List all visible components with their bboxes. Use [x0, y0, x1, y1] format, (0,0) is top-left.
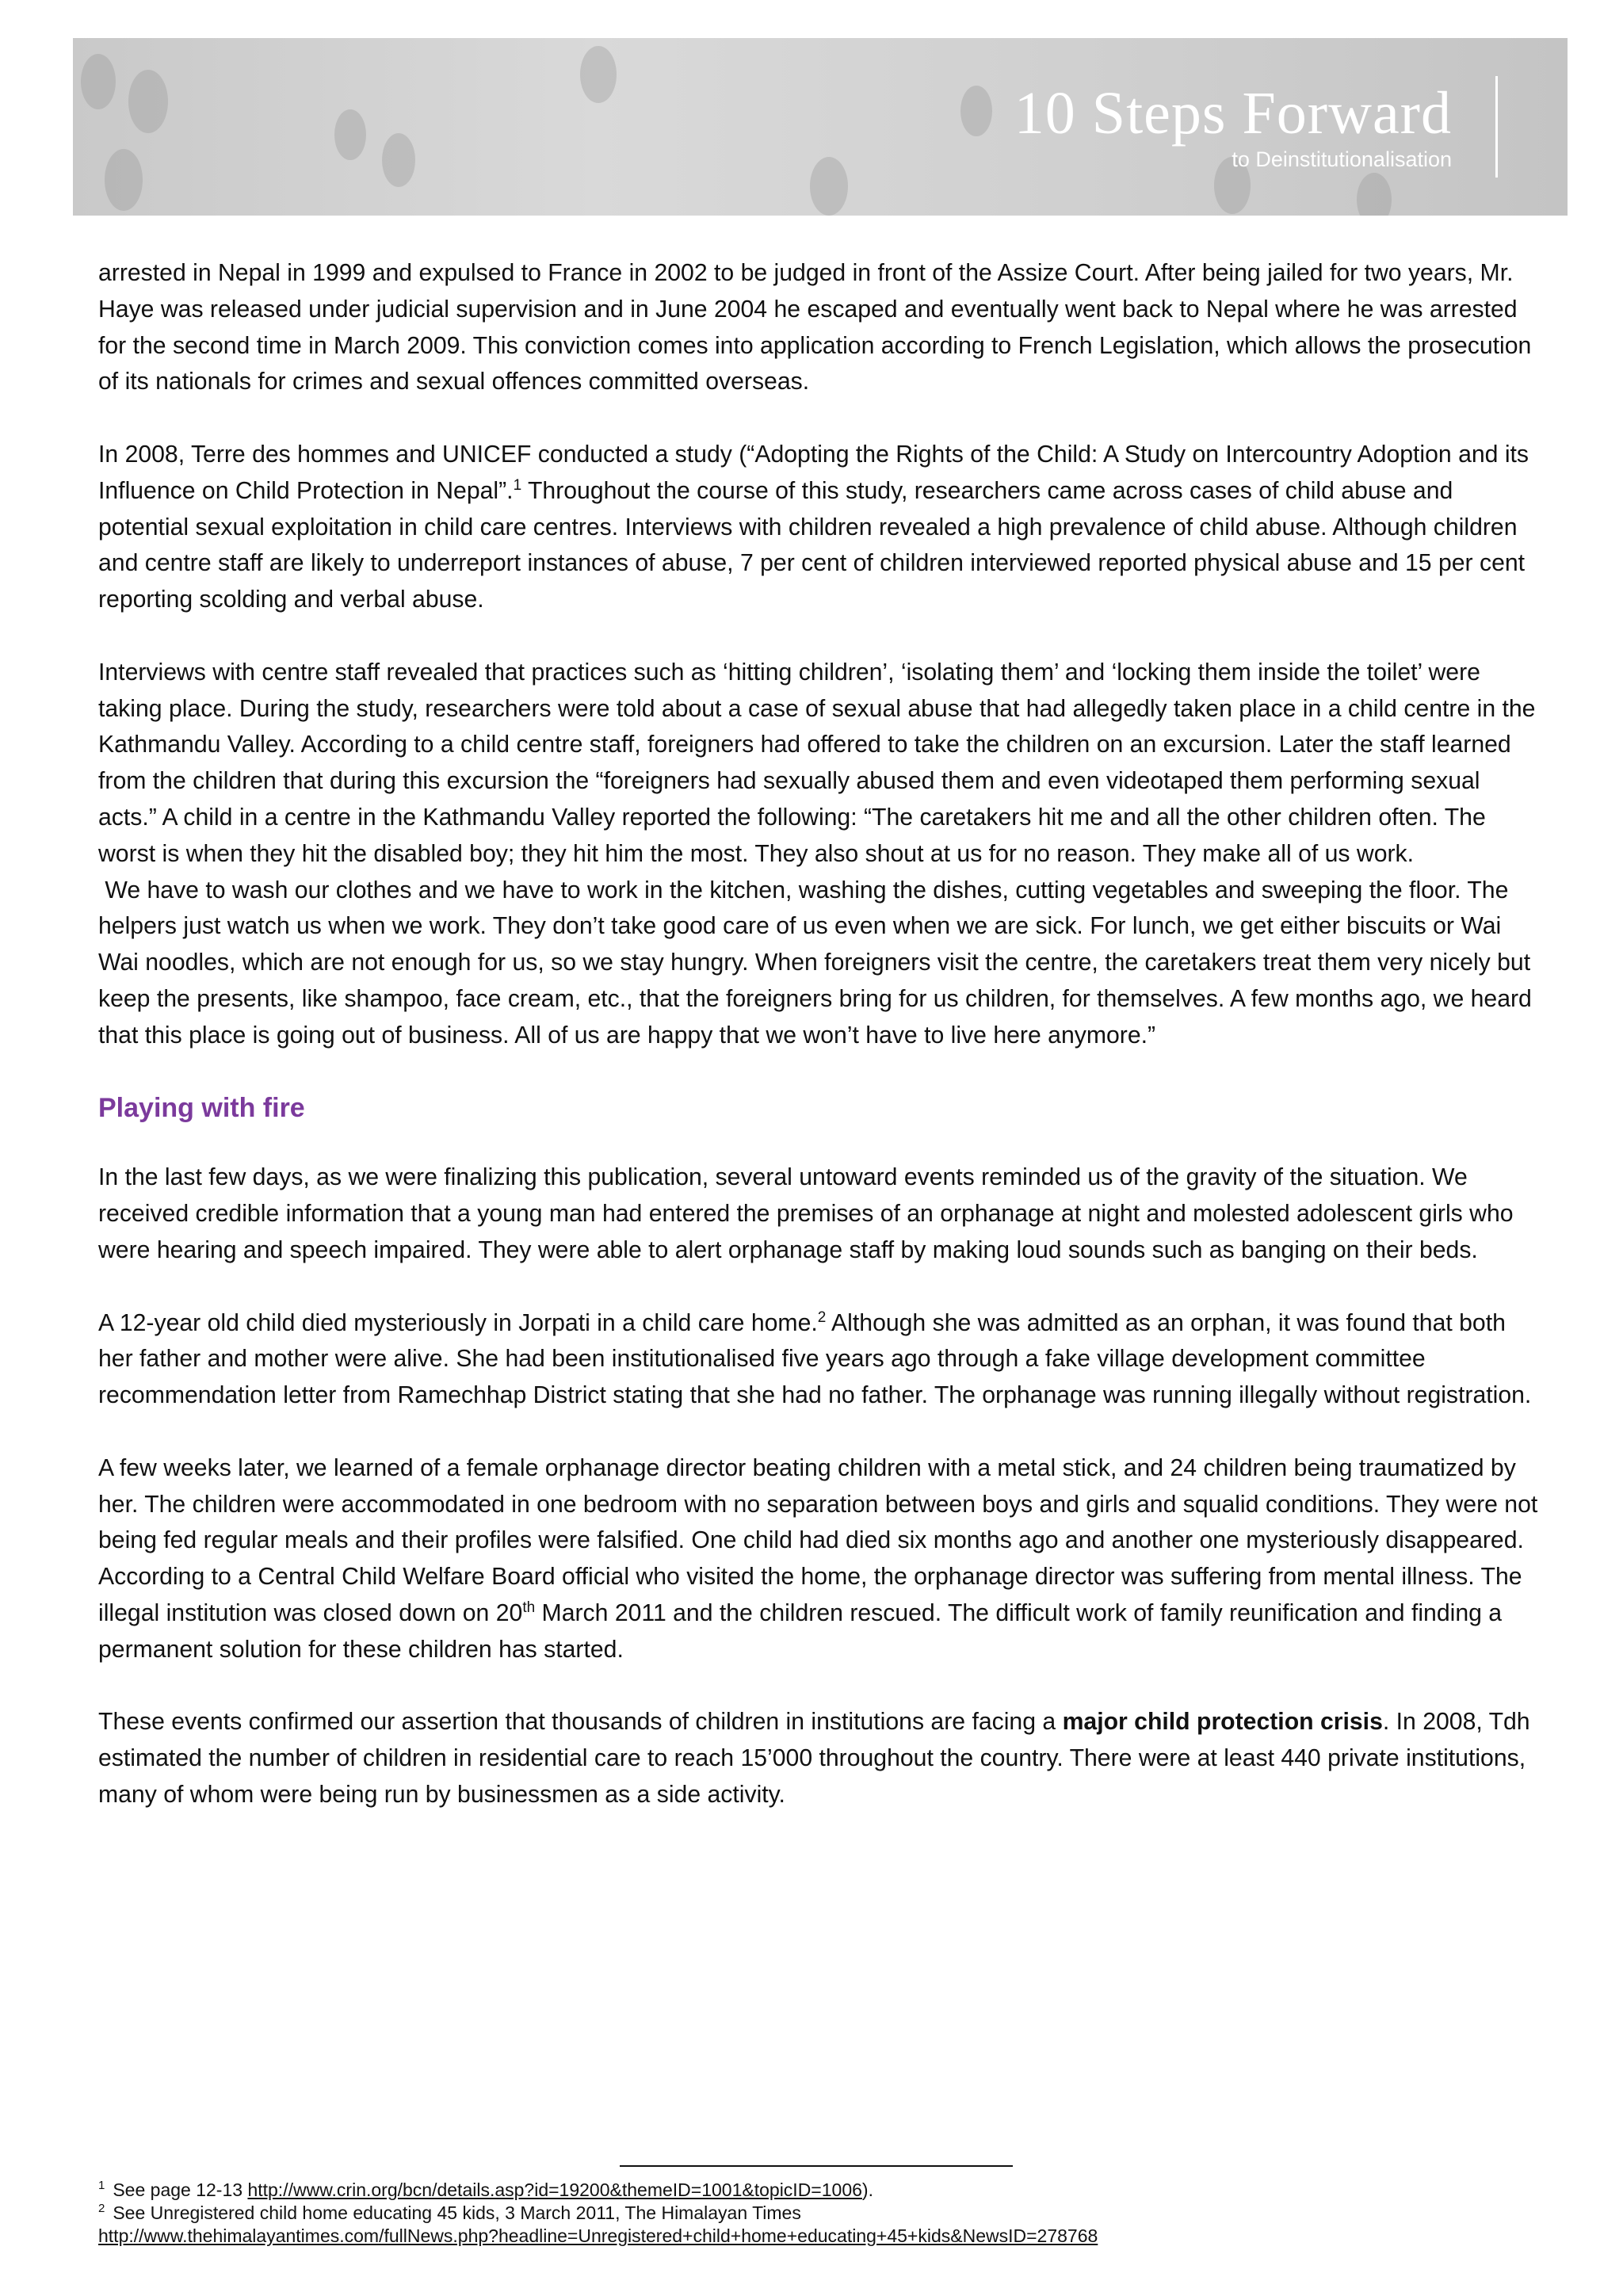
paragraph-text: Although she was admitted as an orphan, it was found that both her father and mother were alive. She had been institutionalised five years ago through a fake village development committee recommendation letter from Ramechhap District stating that she had no father. The orphanage was running illegally without registration. [98, 1309, 1532, 1409]
footnote [98, 2225, 1541, 2248]
paragraph [98, 1704, 1541, 1813]
paragraph-text: . In 2008, Tdh estimated the number of children in residential care to reach 15’000 throughout the country. There were at least 440 private institutions, many of whom were being run by businessmen as a side activity. [98, 1709, 1530, 1808]
emphasis-text: major child protection crisis [1062, 1709, 1383, 1736]
banner-title: 10 Steps Forward [1014, 80, 1452, 147]
paragraph-text: A 12-year old child died mysteriously in Jorpati in a child care home. [98, 1309, 818, 1336]
paragraph-text: March 2011 and the children rescued. The difficult work of family reunification and finding a permanent solution for these children has started. [98, 1599, 1503, 1663]
footprint-decoration [960, 86, 992, 136]
footnote-number: 1 [98, 2179, 105, 2193]
document-body [98, 255, 1541, 1849]
header-banner [73, 38, 1568, 216]
footprint-decoration [580, 46, 617, 103]
footprint-decoration [810, 157, 848, 216]
paragraph-text: Interviews with centre staff revealed that practices such as ‘hitting children’, ‘isolating them’ and ‘locking them inside the toilet’ were taking place. During the study, researchers were told about a case of sexual abuse that had allegedly taken place in a child centre in the Kathmandu Valley. According to a child centre staff, foreigners had offered to take the children on an excursion. Later the staff learned from the children that during this excursion the “foreigners had sexually abused them and even videotaped them performing sexual acts.” A child in a centre in the Kathmandu Valley reported the following: “The caretakers hit me and all the other children often. The worst is when they hit the disabled boy; they hit him the most. They also shout at us for no reason. They make all of us work. [98, 659, 1536, 867]
paragraph-text: Throughout the course of this study, researchers came across cases of child abuse and potential sexual exploitation in child care centres. Interviews with children revealed a high prevalence of child abuse. Although children and centre staff are likely to underreport instances of abuse, 7 per cent of children interviewed reported physical abuse and 15 per cent reporting scolding and verbal abuse. [98, 477, 1526, 613]
footnote-text: ). [861, 2179, 873, 2200]
footnote [98, 2179, 1541, 2202]
footprint-decoration [105, 149, 143, 211]
footprint-decoration [81, 54, 116, 109]
footprint-decoration [1357, 173, 1392, 216]
banner-subtitle: to Deinstitutionalisation [1232, 147, 1452, 171]
footnote-ref: 2 [817, 1308, 827, 1326]
paragraph-text: A few weeks later, we learned of a female orphanage director beating children with a metal stick, and 24 children being traumatized by her. The children were accommodated in one bedroom with no separation between boys and girls and squalid conditions. They were not being fed regular meals and their profiles were falsified. One child had died six months ago and another one mysteriously disappeared. According to a Central Child Welfare Board official who visited the home, the orphanage director was suffering from mental illness. The illegal institution was closed down on 20 [98, 1454, 1538, 1626]
paragraph-text: We have to wash our clothes and we have to work in the kitchen, washing the dishes, cutting vegetables and sweeping the floor. The helpers just watch us when we work. They don’t take good care of us even when we are sick. For lunch, we get either biscuits or Wai Wai noodles, which are not enough for us, so we stay hungry. When foreigners visit the centre, the caretakers treat them very nicely but keep the presents, like shampoo, face cream, etc., that the foreigners bring for us children, for themselves. A few months ago, we heard that this place is going out of business. All of us are happy that we won’t have to live here anymore.” [98, 877, 1539, 1049]
paragraph-text: arrested in Nepal in 1999 and expulsed to France in 2002 to be judged in front of the Assize Court. After being jailed for two years, Mr. Haye was released under judicial supervision and in June 2004 he escaped and eventually went back to Nepal where he was arrested for the second time in March 2009. This conviction comes into application according to French Legislation, which allows the prosecution of its nationals for crimes and sexual offences committed overseas. [98, 260, 1532, 395]
footnote-number: 2 [98, 2202, 105, 2216]
footprint-decoration [382, 133, 415, 187]
footnote-link[interactable]: http://www.thehimalayantimes.com/fullNews.php?headline=Unregistered+child+home+educating+45+kids&NewsID=278768 [98, 2225, 1098, 2246]
footnote-text: See page 12-13 [113, 2179, 248, 2200]
paragraph [98, 873, 1541, 1054]
footprint-decoration [334, 109, 366, 160]
paragraph [98, 655, 1541, 873]
section-heading: Playing with fire [98, 1093, 305, 1124]
ordinal-suffix: th [522, 1599, 536, 1616]
paragraph-text: These events confirmed our assertion that thousands of children in institutions are facing a [98, 1709, 1063, 1736]
footnote [98, 2202, 1541, 2225]
paragraph [98, 1305, 1541, 1414]
paragraph-text: In the last few days, as we were finalizing this publication, several untoward events reminded us of the gravity of the situation. We received credible information that a young man had entered the premises of an orphanage at night and molested adolescent girls who were hearing and speech impaired. They were able to alert orphanage staff by making loud sounds such as banging on their beds. [98, 1164, 1514, 1263]
paragraph-text: In 2008, Terre des hommes and UNICEF conducted a study (“Adopting the Rights of the Child: A Study on Intercountry Adoption and its Influence on Child Protection in Nepal”. [98, 441, 1529, 504]
footprint-decoration [128, 70, 168, 133]
paragraph [98, 255, 1541, 400]
paragraph [98, 1450, 1541, 1668]
footnote-link[interactable]: http://www.crin.org/bcn/details.asp?id=19200&themeID=1001&topicID=1006 [247, 2179, 862, 2200]
footnote-text: See Unregistered child home educating 45 kids, 3 March 2011, The Himalayan Times [113, 2202, 801, 2223]
footnotes [98, 2179, 1541, 2248]
footnote-ref: 1 [513, 476, 522, 494]
paragraph [98, 1159, 1541, 1268]
banner-divider [1495, 76, 1498, 178]
paragraph [98, 437, 1541, 618]
footnote-separator [620, 2165, 1013, 2167]
